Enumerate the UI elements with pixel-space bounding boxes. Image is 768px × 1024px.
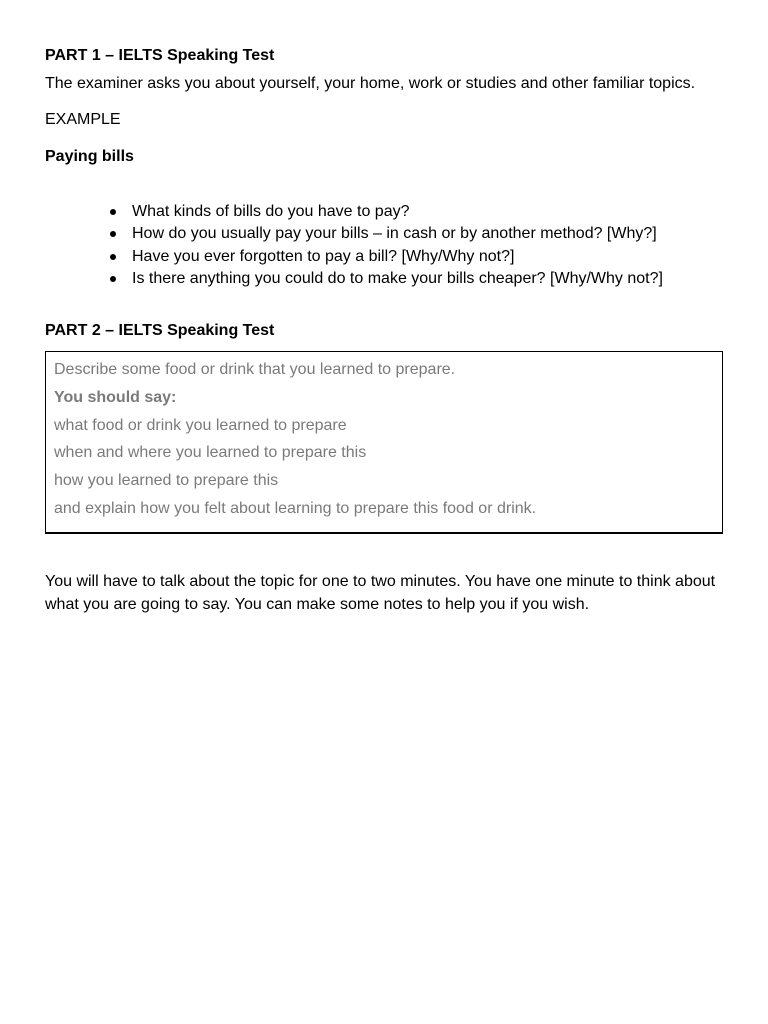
part2-instructions: You will have to talk about the topic for one to two minutes. You have one minute to think about what you are going to say. You can make some notes to help you if you wish. [45, 573, 716, 613]
part1-intro: The examiner asks you about yourself, your home, work or studies and other familiar topics. [45, 75, 696, 92]
part2-heading: PART 2 – IELTS Speaking Test [45, 322, 275, 339]
part1-question-list [109, 201, 663, 290]
list-item: What kinds of bills do you have to pay? [109, 201, 663, 223]
cue-card-prompt: Describe some food or drink that you learned to prepare. [54, 361, 456, 378]
cue-card-should-say: You should say: [54, 389, 177, 406]
list-item: How do you usually pay your bills – in cash or by another method? [Why?] [109, 223, 663, 245]
list-item: Is there anything you could do to make your bills cheaper? [Why/Why not?] [109, 268, 663, 290]
part1-topic: Paying bills [45, 148, 134, 165]
example-label: EXAMPLE [45, 111, 121, 128]
cue-card-point: how you learned to prepare this [54, 472, 279, 489]
cue-card-point: and explain how you felt about learning to prepare this food or drink. [54, 500, 537, 517]
cue-card-point: what food or drink you learned to prepare [54, 417, 347, 434]
part1-heading: PART 1 – IELTS Speaking Test [45, 47, 275, 64]
cue-card-point: when and where you learned to prepare this [54, 444, 367, 461]
list-item: Have you ever forgotten to pay a bill? [Why/Why not?] [109, 246, 663, 268]
cue-card [45, 351, 723, 534]
